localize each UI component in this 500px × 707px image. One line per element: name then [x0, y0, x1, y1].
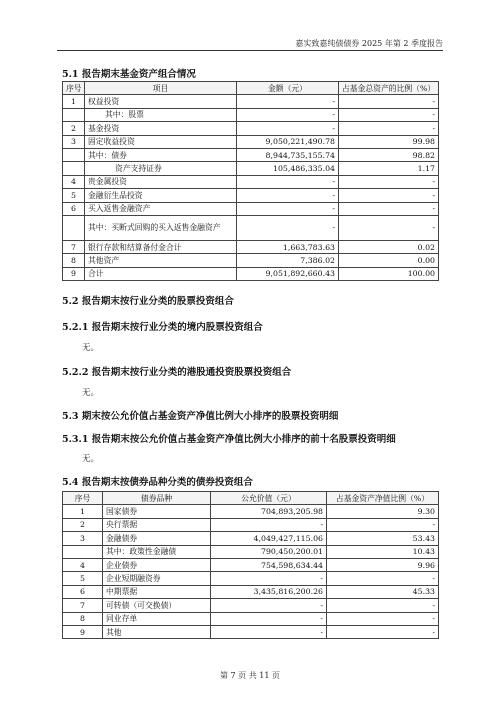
cell: -	[237, 189, 339, 202]
cell: 合计	[85, 267, 237, 280]
bond-portfolio-table	[62, 491, 439, 639]
cell: 100.00	[339, 267, 439, 280]
cell: -	[339, 175, 439, 188]
cell: -	[237, 95, 339, 108]
header-cell: 序号	[63, 82, 85, 95]
cell: 金融债券	[103, 532, 211, 545]
cell	[63, 162, 85, 175]
cell: 央行票据	[103, 518, 211, 531]
cell: -	[211, 572, 327, 585]
section-5-4-title: 5.4 报告期末按债券品种分类的债券投资组合	[62, 477, 253, 488]
cell: -	[211, 612, 327, 625]
header-rule	[57, 50, 443, 51]
cell: 1.17	[339, 162, 439, 175]
table-row	[63, 148, 439, 161]
cell: 0.00	[339, 254, 439, 267]
cell: -	[327, 572, 439, 585]
section-5-2-title: 5.2 报告期末按行业分类的股票投资组合	[62, 296, 234, 307]
section-5-3-1-title: 5.3.1 报告期末按公允价值占基金资产净值比例大小排序的前十名股票投资明细	[62, 434, 396, 445]
cell: 4	[63, 175, 85, 188]
table-row	[63, 240, 439, 253]
section-5-2-1-title: 5.2.1 报告期末按行业分类的境内股票投资组合	[62, 322, 263, 333]
header-cell: 债券品种	[103, 492, 211, 505]
section-5-1-title: 5.1 报告期末基金资产组合情况	[62, 69, 196, 80]
table-row	[63, 254, 439, 267]
cell: 9	[63, 267, 85, 280]
section-5-3-title: 5.3 期末按公允价值占基金资产净值比例大小排序的股票投资明细	[62, 411, 339, 422]
table-row	[63, 267, 439, 280]
cell: -	[211, 599, 327, 612]
header-cell: 金额（元）	[237, 82, 339, 95]
table-row	[63, 135, 439, 148]
section-5-2-2-title: 5.2.2 报告期末按行业分类的港股通投资股票投资组合	[62, 367, 292, 378]
table-row	[63, 215, 439, 240]
cell: -	[211, 518, 327, 531]
cell: 9	[63, 625, 103, 638]
table-header-row	[63, 492, 439, 505]
cell: 3,435,816,200.26	[211, 585, 327, 598]
cell: 8	[63, 612, 103, 625]
header-cell: 项目	[85, 82, 237, 95]
table-row	[63, 558, 439, 571]
cell: -	[211, 625, 327, 638]
table-row	[63, 572, 439, 585]
section-5-3-1-note: 无。	[82, 454, 100, 464]
cell: 6	[63, 202, 85, 215]
cell	[63, 148, 85, 161]
table-row	[63, 122, 439, 135]
cell: 其他	[103, 625, 211, 638]
cell: 其中：债券	[85, 148, 237, 161]
cell: -	[327, 625, 439, 638]
cell: 其中：买断式回购的买入返售金融资产	[85, 215, 237, 240]
cell: -	[237, 108, 339, 121]
cell: 7	[63, 599, 103, 612]
cell: 资产支持证券	[85, 162, 237, 175]
cell: 2	[63, 122, 85, 135]
cell: 贵金属投资	[85, 175, 237, 188]
header-cell: 序号	[63, 492, 103, 505]
cell: 银行存款和结算备付金合计	[85, 240, 237, 253]
asset-allocation-table	[62, 81, 439, 281]
cell: 7,386.02	[237, 254, 339, 267]
cell: 企业短期融资券	[103, 572, 211, 585]
cell: 其他资产	[85, 254, 237, 267]
cell: 1	[63, 505, 103, 518]
table-row	[63, 175, 439, 188]
cell: 买入返售金融资产	[85, 202, 237, 215]
cell: -	[237, 215, 339, 240]
cell: 6	[63, 585, 103, 598]
table-row	[63, 108, 439, 121]
cell: 53.43	[327, 532, 439, 545]
cell: -	[237, 202, 339, 215]
table-row	[63, 532, 439, 545]
header-cell: 占基金总资产的比例（%）	[339, 82, 439, 95]
table-row	[63, 545, 439, 558]
header-cell: 占基金资产净值比例（%）	[327, 492, 439, 505]
cell: 7	[63, 240, 85, 253]
table-row	[63, 505, 439, 518]
cell: 0.02	[339, 240, 439, 253]
table-row	[63, 625, 439, 638]
cell: 国家债券	[103, 505, 211, 518]
cell: 8	[63, 254, 85, 267]
table-row	[63, 162, 439, 175]
cell: 99.98	[339, 135, 439, 148]
cell: 10.43	[327, 545, 439, 558]
cell: 3	[63, 135, 85, 148]
cell: 其中：政策性金融债	[103, 545, 211, 558]
cell: -	[339, 122, 439, 135]
section-5-2-1-note: 无。	[82, 343, 100, 353]
cell: 可转债（可交换债）	[103, 599, 211, 612]
cell: 基金投资	[85, 122, 237, 135]
cell: 790,450,200.01	[211, 545, 327, 558]
cell: 权益投资	[85, 95, 237, 108]
cell: 其中：股票	[85, 108, 237, 121]
cell: -	[237, 175, 339, 188]
table-row	[63, 202, 439, 215]
cell: 中期票据	[103, 585, 211, 598]
cell	[63, 545, 103, 558]
table-row	[63, 612, 439, 625]
cell: 5	[63, 189, 85, 202]
cell: 9,051,892,660.43	[237, 267, 339, 280]
section-5-2-2-note: 无。	[82, 388, 100, 398]
cell: 固定收益投资	[85, 135, 237, 148]
header-cell: 公允价值（元）	[211, 492, 327, 505]
table-header-row	[63, 82, 439, 95]
cell: 9.96	[327, 558, 439, 571]
cell: 4,049,427,115.06	[211, 532, 327, 545]
table-row	[63, 585, 439, 598]
cell: 754,598,634.44	[211, 558, 327, 571]
cell	[63, 108, 85, 121]
page-footer: 第 7 页 共 11 页	[220, 671, 280, 680]
cell: 3	[63, 532, 103, 545]
cell: 金融衍生品投资	[85, 189, 237, 202]
cell: -	[237, 122, 339, 135]
cell: 企业债券	[103, 558, 211, 571]
table-row	[63, 189, 439, 202]
table-row	[63, 599, 439, 612]
cell: -	[327, 612, 439, 625]
cell: 9,050,221,490.78	[237, 135, 339, 148]
cell: 9.30	[327, 505, 439, 518]
cell: -	[327, 599, 439, 612]
cell	[63, 215, 85, 240]
cell: -	[339, 108, 439, 121]
cell: -	[327, 518, 439, 531]
table-row	[63, 95, 439, 108]
cell: 98.82	[339, 148, 439, 161]
cell: -	[339, 202, 439, 215]
cell: 105,486,335.04	[237, 162, 339, 175]
cell: 同业存单	[103, 612, 211, 625]
cell: 4	[63, 558, 103, 571]
cell: 1,663,783.63	[237, 240, 339, 253]
cell: -	[339, 95, 439, 108]
cell: 704,893,205.98	[211, 505, 327, 518]
cell: -	[339, 215, 439, 240]
cell: 5	[63, 572, 103, 585]
cell: 1	[63, 95, 85, 108]
cell: 45.33	[327, 585, 439, 598]
cell: 2	[63, 518, 103, 531]
table-row	[63, 518, 439, 531]
cell: 8,944,735,155.74	[237, 148, 339, 161]
cell: -	[339, 189, 439, 202]
page-header: 嘉实致嘉纯债债券 2025 年第 2 季度报告	[295, 39, 443, 48]
